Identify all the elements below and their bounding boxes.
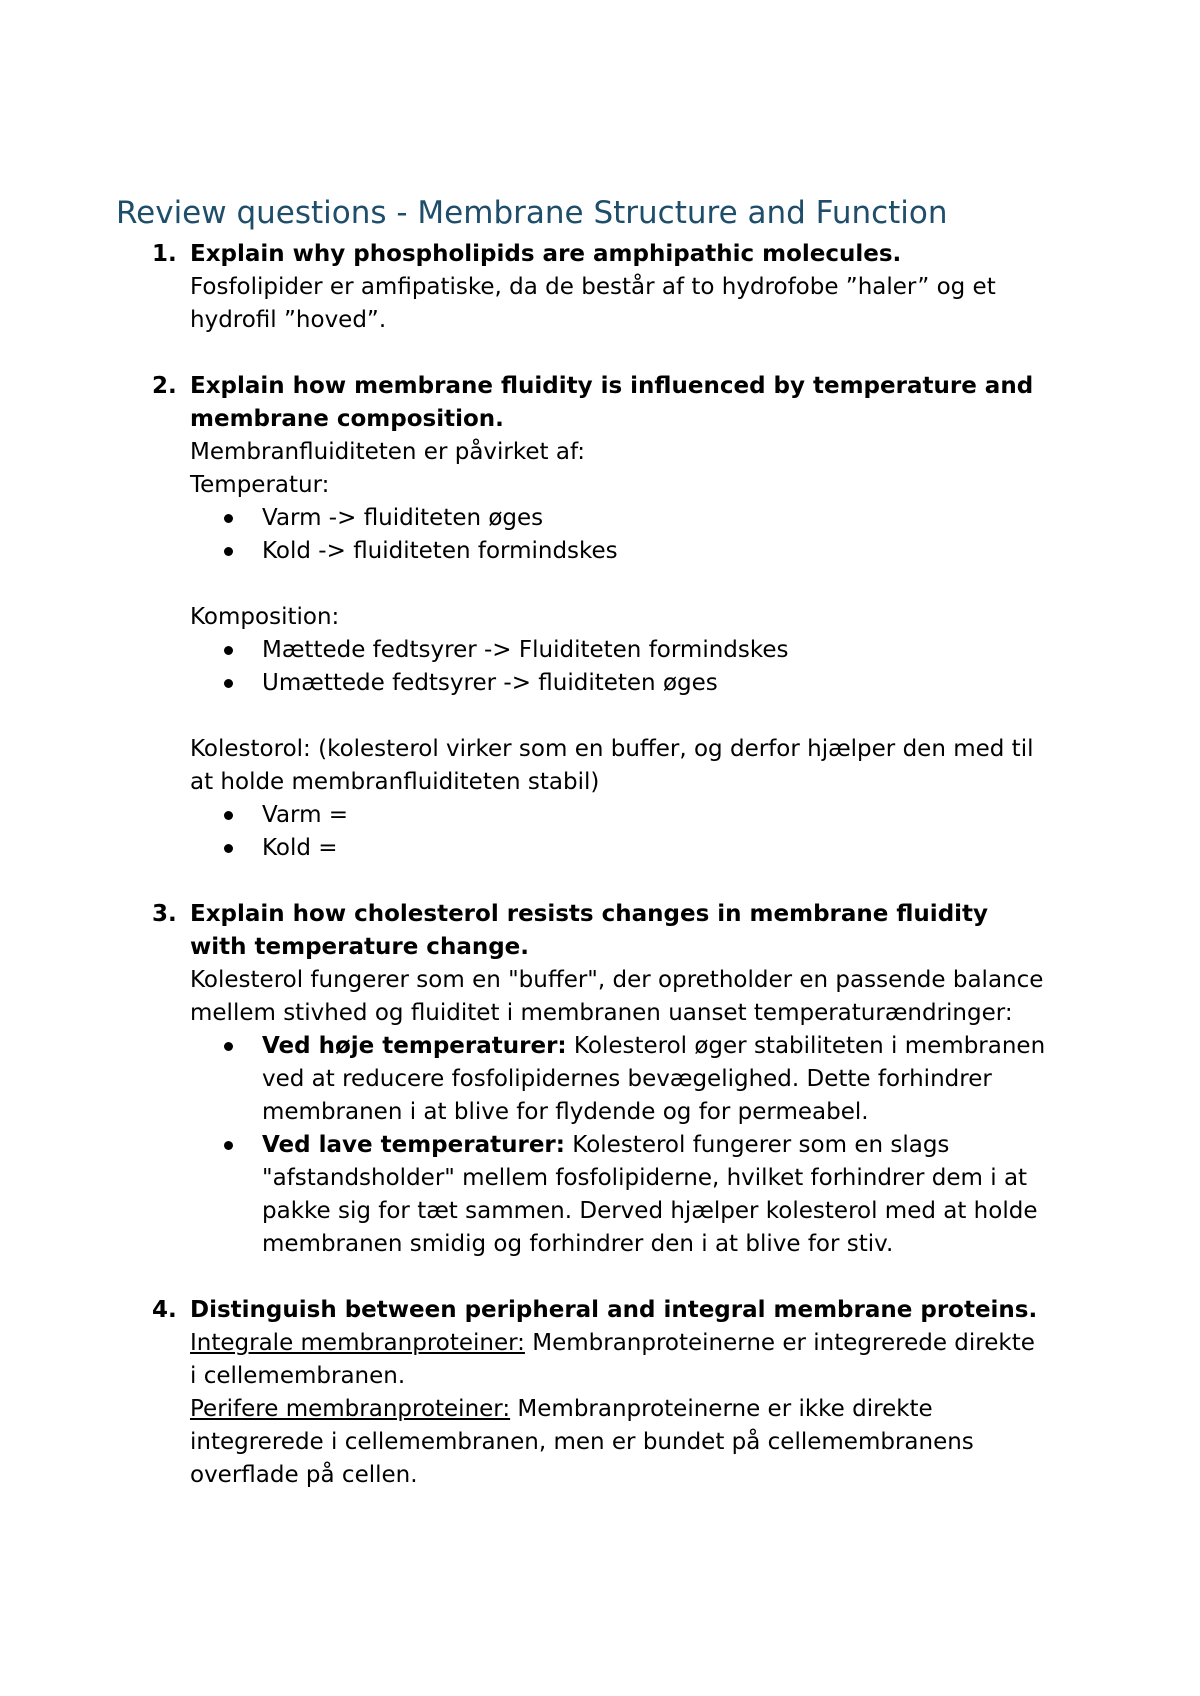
integral-label: Integrale membranproteiner:	[190, 1330, 525, 1356]
question-2	[152, 370, 1100, 865]
item-text: "afstandsholder" mellem fosfolipiderne, hvilket forhindrer dem i at	[262, 1165, 1028, 1191]
composition-list	[190, 634, 1100, 700]
question-3	[152, 898, 1100, 1261]
temperature-effects-list	[190, 1030, 1100, 1261]
spacer	[0, 337, 1200, 370]
answer-text: hydrofil ”hoved”.	[190, 307, 387, 333]
answer-text: Fosfolipider er amfipatiske, da de består af to hydrofobe ”haler” og et	[190, 274, 996, 300]
list-item: Mættede fedtsyrer -> Fluiditeten formindskes	[190, 634, 1100, 667]
question-1	[152, 238, 1100, 337]
bullet-icon	[224, 1141, 233, 1150]
bullet-icon	[224, 811, 233, 820]
list-item: Kold -> fluiditeten formindskes	[190, 535, 1100, 568]
list-item	[190, 1030, 1100, 1129]
section-label-composition: Komposition:	[190, 604, 340, 630]
list-item: Varm =	[190, 799, 1100, 832]
item-text: membranen smidig og forhindrer den i at blive for stiv.	[262, 1231, 894, 1257]
answer-text: Membranfluiditeten er påvirket af:	[190, 439, 585, 465]
list-item: Varm -> fluiditeten øges	[190, 502, 1100, 535]
spacer	[0, 1261, 1200, 1294]
item-label: Ved høje temperaturer:	[262, 1033, 567, 1059]
document-body	[0, 238, 1200, 1492]
question-number: 2.	[152, 373, 177, 399]
bullet-icon	[224, 547, 233, 556]
item-text: pakke sig for tæt sammen. Derved hjælper kolesterol med at holde	[262, 1198, 1038, 1224]
section-label-temperature: Temperatur:	[190, 472, 330, 498]
peripheral-label: Perifere membranproteiner:	[190, 1396, 511, 1422]
temperature-list	[190, 502, 1100, 568]
item-text: ved at reducere fosfolipidernes bevægelighed. Dette forhindrer	[262, 1066, 992, 1092]
question-number: 1.	[152, 241, 177, 267]
bullet-icon	[224, 514, 233, 523]
answer-text: at holde membranfluiditeten stabil)	[190, 769, 600, 795]
question-heading: Distinguish between peripheral and integral membrane proteins.	[190, 1297, 1038, 1323]
answer-text: overflade på cellen.	[190, 1462, 418, 1488]
bullet-icon	[224, 844, 233, 853]
answer-text: Kolesterol fungerer som en "buffer", der opretholder en passende balance	[190, 967, 1044, 993]
answer-text: i cellemembranen.	[190, 1363, 406, 1389]
answer-text: Kolestorol: (kolesterol virker som en buffer, og derfor hjælper den med til	[190, 736, 1034, 762]
list-item: Kold =	[190, 832, 1100, 865]
answer-text: mellem stivhed og fluiditet i membranen uanset temperaturændringer:	[190, 1000, 1013, 1026]
item-text: membranen i at blive for flydende og for permeabel.	[262, 1099, 869, 1125]
list-item: Umættede fedtsyrer -> fluiditeten øges	[190, 667, 1100, 700]
bullet-icon	[224, 646, 233, 655]
question-heading: Explain why phospholipids are amphipathic molecules.	[190, 241, 902, 267]
bullet-icon	[224, 1042, 233, 1051]
question-heading: membrane composition.	[190, 406, 504, 432]
question-number: 3.	[152, 901, 177, 927]
item-text: Kolesterol fungerer som en slags	[564, 1132, 950, 1158]
question-4	[152, 1294, 1100, 1492]
spacer	[0, 865, 1200, 898]
cholesterol-list	[190, 799, 1100, 865]
question-heading: with temperature change.	[190, 934, 530, 960]
document-title: Review questions - Membrane Structure and Function	[116, 195, 948, 231]
answer-text: Membranproteinerne er ikke direkte	[510, 1396, 933, 1422]
answer-text: Membranproteinerne er integrerede direkte	[524, 1330, 1035, 1356]
item-label: Ved lave temperaturer:	[262, 1132, 565, 1158]
question-number: 4.	[152, 1297, 177, 1323]
spacer	[190, 700, 1100, 733]
spacer	[190, 568, 1100, 601]
list-item	[190, 1129, 1100, 1261]
answer-text: integrerede i cellemembranen, men er bundet på cellemembranens	[190, 1429, 974, 1455]
question-heading: Explain how cholesterol resists changes in membrane fluidity	[190, 901, 989, 927]
item-text: Kolesterol øger stabiliteten i membranen	[566, 1033, 1046, 1059]
question-heading: Explain how membrane fluidity is influenced by temperature and	[190, 373, 1034, 399]
bullet-icon	[224, 679, 233, 688]
